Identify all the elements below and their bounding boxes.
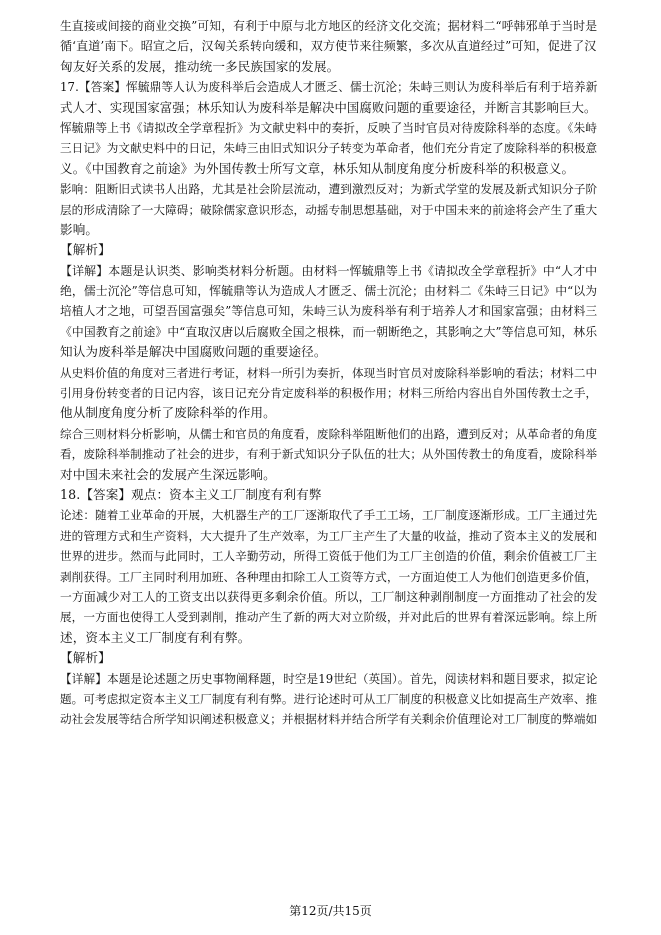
text-line: 恽毓鼎等上书《请拟改全学章程折》为文献史料中的奏折，反映了当时官员对待废除科举的态度。《朱峙	[60, 120, 598, 135]
text-line: 三日记》为文献史料中的日记，朱峙三由旧式知识分子转变为革命者，他们充分肯定了废除科举的积极意	[60, 141, 598, 156]
text-line: 循‘直道’南下。昭宣之后，汉匈关系转向缓和，双方使节来往频繁，多次从直道经过”可知，促进了汉	[60, 39, 597, 54]
answer-17-heading: 17.【答案】恽毓鼎等人认为废科举后会造成人才匮乏、儒士沉沦；朱峙三则认为废科举后有利于培养新	[60, 80, 598, 95]
text-line: 他从制度角度分析了废除科举的作用。	[60, 405, 276, 421]
text-line: 述，资本主义工厂制度有利有弊。	[60, 629, 251, 645]
page-number-footer: 第12页/共15页	[289, 904, 372, 918]
text-line: 培植人才之地，可望吾国富强矣”等信息可知，朱峙三认为废科举有利于培养人才和国家富强；由材料三	[60, 304, 598, 319]
text-line: 匈友好关系的发展，推动统一多民族国家的发展。	[60, 58, 340, 74]
text-line: 题。可考虑拟定资本主义工厂制度有利有弊。进行论述时可从工厂制度的积极意义比如提高生产效率、推	[60, 691, 598, 706]
analysis-label: 【解析】	[60, 650, 111, 666]
text-line: 论述：随着工业革命的开展，大机器生产的工厂逐渐取代了手工工场，工厂制度逐渐形成。工厂主通过先	[60, 508, 598, 523]
text-line: 式人才、实现国家富强；林乐知认为废科举是解决中国腐败问题的重要途径，并断言其影响巨大。	[60, 99, 597, 115]
answer-18-heading: 18.【答案】观点：资本主义工厂制度有利有弊	[60, 486, 322, 502]
text-line: 对中国未来社会的发展产生深远影响。	[60, 466, 276, 482]
text-line: 【详解】本题是认识类、影响类材料分析题。由材料一恽毓鼎等上书《请拟改全学章程折》中“人才中	[60, 263, 598, 278]
text-line: 影响：阻断旧式读书人出路，尤其是社会阶层流动，遭到激烈反对；为新式学堂的发展及新式知识分子阶	[60, 182, 598, 197]
text-line: 世界的进步。然而与此同时，工人辛勤劳动，所得工资低于他们为工厂主创造的价值，剩余价值被工厂主	[60, 549, 598, 564]
text-line: 影响。	[60, 221, 99, 237]
text-line: 层的形成清除了一大障碍；破除儒家意识形态，动摇专制思想基础，对于中国未来的前途将会产生了重大	[60, 202, 598, 217]
text-line: 从史料价值的角度对三者进行考证，材料一所引为奏折，体现当时官员对废除科举影响的看法；材料二中	[60, 365, 598, 380]
analysis-label: 【解析】	[60, 242, 111, 258]
text-line: 绝，儒士沉沦”等信息可知，恽毓鼎等认为造成人才匮乏、儒士沉沦；由材料二《朱峙三日记》中“以为	[60, 284, 598, 299]
document-body	[60, 16, 600, 730]
text-line: 知认为废科举是解决中国腐败问题的重要途径。	[60, 344, 327, 360]
text-line: 【详解】本题是论述题之历史事物阐释题，时空是19世纪（英国）。首先，阅读材料和题目要求，拟定论	[60, 671, 598, 686]
text-line: 义。《中国教育之前途》为外国传教士所写文章，林乐知从制度角度分析废科举的积极意义。	[60, 160, 575, 176]
text-line: 剥削获得。工厂主同时利用加班、各种理由扣除工人工资等方式，一方面迫使工人为他们创造更多价值，	[60, 569, 598, 584]
text-line: 生直接或间接的商业交换”可知，有利于中原与北方地区的经济文化交流；据材料二“呼韩邪单于当时是	[60, 19, 598, 33]
text-line: 进的管理方式和生产资料，大大提升了生产效率，为工厂主产生了大量的收益，推动了资本主义的发展和	[60, 528, 598, 543]
text-line: 《中国教育之前途》中“直取汉唐以后腐败全国之根株，而一朝断绝之，其影响之大”等信息可知，林乐	[60, 324, 598, 339]
text-line: 引用身份转变者的日记内容，该日记充分肯定废科举的积极作用；材料三所给内容出自外国传教士之手，	[60, 386, 598, 401]
text-line: 展，一方面也使得工人受到剥削，推动产生了新的两大对立阶级，并对此后的世界有着深远影响。综上所	[60, 610, 598, 625]
text-line: 动社会发展等结合所学知识阐述积极意义；并根据材料并结合所学有关剩余价值理论对工厂制度的弊端如	[60, 712, 598, 727]
text-line: 看，废除科举制推动了社会的进步，有利于新式知识分子队伍的壮大；从外国传教士的角度看，废除科举	[60, 447, 598, 462]
text-line: 一方面减少对工人的工资支出以获得更多剩余价值。所以，工厂制这种剥削制度一方面推动了社会的发	[60, 589, 598, 604]
text-line: 综合三则材料分析影响，从儒士和官员的角度看，废除科举阻断他们的出路，遭到反对；从革命者的角度	[60, 426, 598, 441]
